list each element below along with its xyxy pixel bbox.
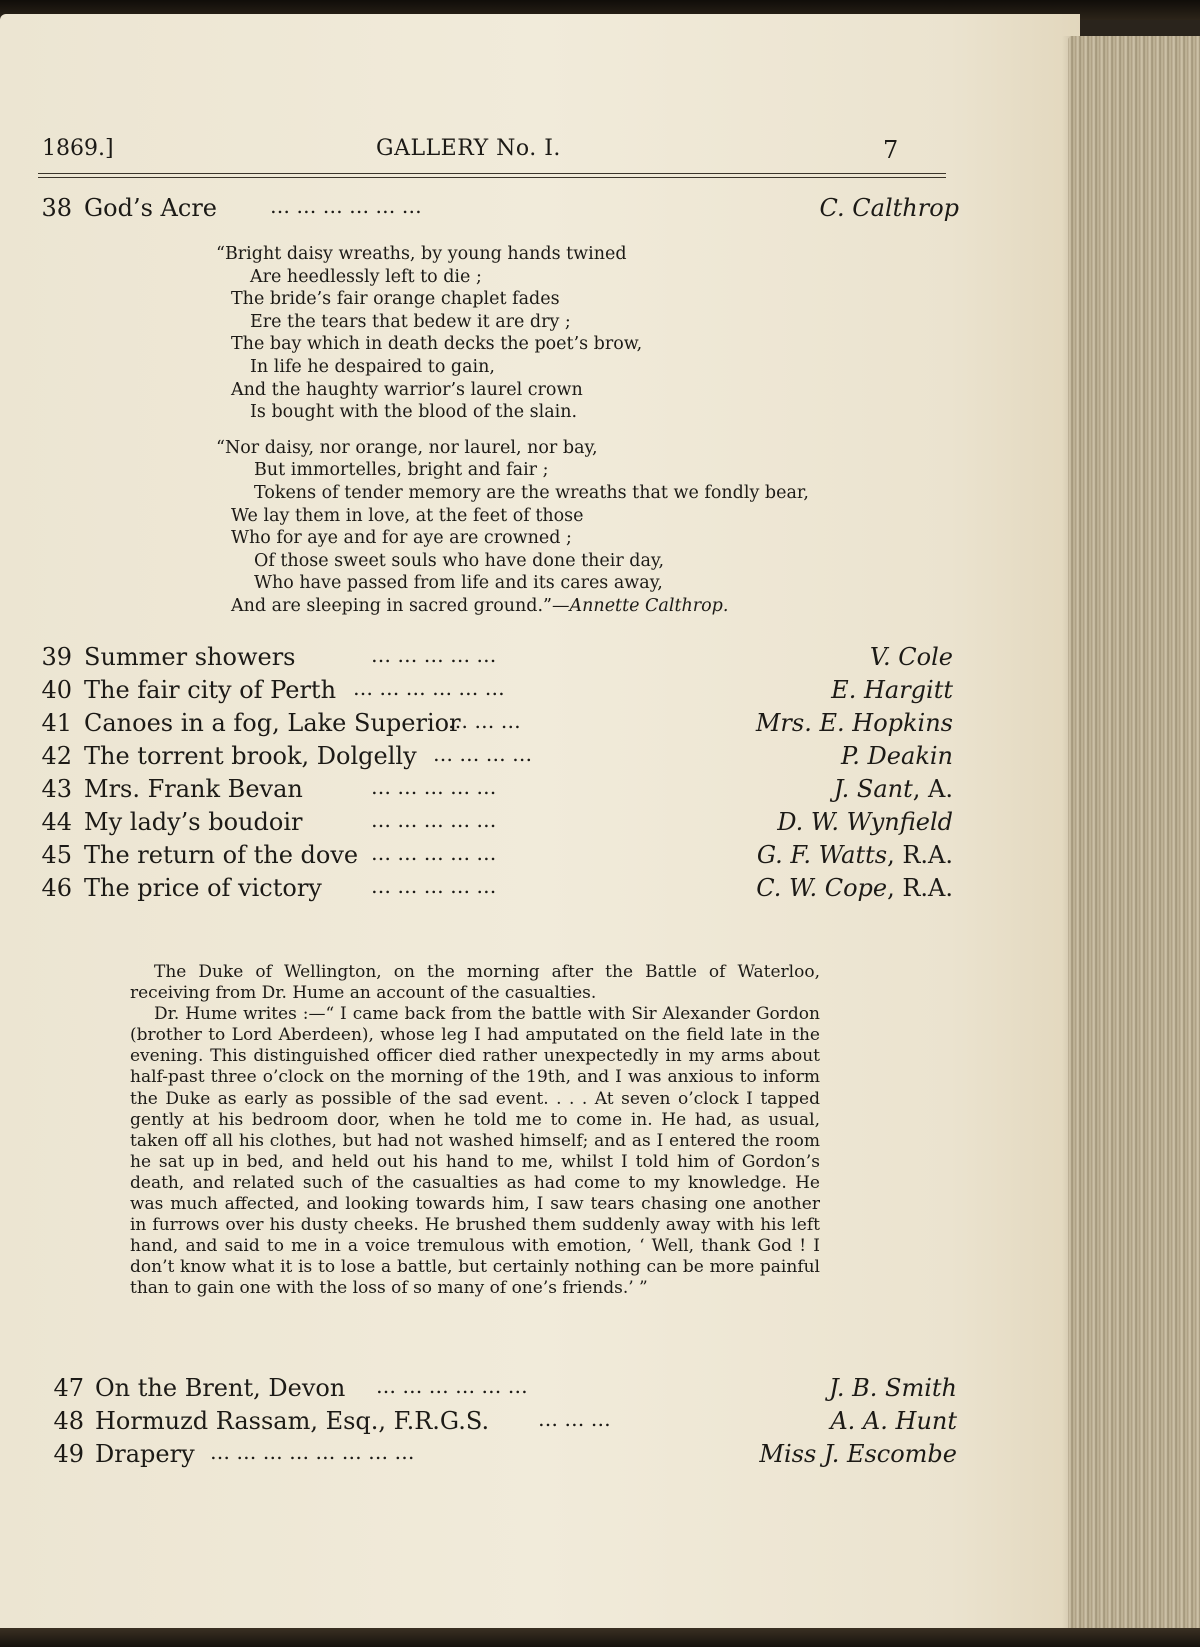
poem-line: Who for aye and for aye are crowned ;	[231, 528, 572, 549]
catalogue-entry	[38, 874, 953, 908]
entry-artist: C. Calthrop	[819, 194, 959, 222]
entry-title: My lady’s boudoir	[84, 808, 303, 836]
leader-dots: … … … … … …	[376, 1374, 528, 1398]
catalogue-entry	[38, 194, 959, 228]
poem-line: Who have passed from life and its cares away,	[254, 573, 663, 594]
catalogue-entry	[38, 643, 953, 677]
poem-line: Of those sweet souls who have done their day,	[254, 550, 665, 571]
entry-title: On the Brent, Devon	[95, 1374, 346, 1402]
entry-artist: V. Cole	[869, 643, 953, 671]
entry-artist: P. Deakin	[841, 742, 953, 770]
entry-number: 43	[41, 775, 72, 803]
poem-line: Are heedlessly left to die ;	[250, 266, 482, 287]
entry-title: Drapery	[95, 1440, 195, 1468]
catalogue-entry	[38, 1440, 957, 1474]
leader-dots: … … … … … … … …	[210, 1440, 415, 1464]
poem-line: Is bought with the blood of the slain.	[250, 402, 578, 423]
catalogue-entry	[38, 676, 953, 710]
entry-number: 46	[41, 874, 72, 902]
entry-title: God’s Acre	[84, 194, 218, 222]
catalogue-entry	[38, 1374, 957, 1408]
entry-number: 39	[41, 643, 72, 671]
entry-title: Canoes in a fog, Lake Superior	[84, 709, 461, 737]
poem-line: And are sleeping in sacred ground.”—Annette Calthrop.	[231, 595, 729, 616]
leader-dots: … … … … …	[371, 874, 497, 898]
leader-dots: … … … … …	[371, 643, 497, 667]
entry-artist: G. F. Watts, R.A.	[756, 841, 953, 869]
entry-artist: Mrs. E. Hopkins	[755, 709, 953, 737]
entry-title: The price of victory	[84, 874, 322, 902]
leader-dots: … … … … … …	[353, 676, 505, 700]
catalogue-entry	[38, 775, 953, 809]
page-number: 7	[883, 136, 899, 164]
entry-number: 48	[53, 1407, 84, 1435]
running-head-title: GALLERY No. I.	[376, 136, 561, 161]
entry-number: 38	[41, 194, 72, 222]
header-rule-1	[38, 173, 946, 174]
entry-artist: A. A. Hunt	[830, 1407, 957, 1435]
entry-artist: E. Hargitt	[831, 676, 953, 704]
entry-artist: D. W. Wynfield	[777, 808, 953, 836]
note-paragraph: The Duke of Wellington, on the morning after the Battle of Waterloo, receiving from Dr. Hume an account of the casualties.	[130, 962, 820, 1004]
poem-line: But immortelles, bright and fair ;	[254, 460, 549, 481]
entry-number: 40	[41, 676, 72, 704]
entry-artist: J. Sant, A.	[833, 775, 953, 803]
leader-dots: … … … …	[433, 742, 533, 766]
entry-title: Summer showers	[84, 643, 296, 671]
entry-number: 41	[41, 709, 72, 737]
poem-line: “Bright daisy wreaths, by young hands twined	[216, 244, 627, 264]
entry-artist: C. W. Cope, R.A.	[756, 874, 953, 902]
poem-line: The bride’s fair orange chaplet fades	[231, 289, 560, 310]
entry-title: The fair city of Perth	[84, 676, 337, 704]
entry-number: 47	[53, 1374, 84, 1402]
entry-artist: Miss J. Escombe	[759, 1440, 957, 1468]
entry-title: Mrs. Frank Bevan	[84, 775, 303, 803]
leader-dots: … … …	[448, 709, 521, 733]
leader-dots: … … … … …	[371, 841, 497, 865]
poem-attribution: —Annette Calthrop.	[552, 595, 729, 616]
poem	[216, 243, 809, 618]
poem-line: Tokens of tender memory are the wreaths that we fondly bear,	[254, 482, 809, 503]
catalogue-entry	[38, 742, 953, 776]
entry-number: 42	[41, 742, 72, 770]
entry-title: The return of the dove	[84, 841, 359, 869]
leader-dots: … … … … … …	[270, 194, 422, 218]
entry-number: 44	[41, 808, 72, 836]
poem-line: Ere the tears that bedew it are dry ;	[250, 311, 571, 332]
poem-line: “Nor daisy, nor orange, nor laurel, nor bay,	[216, 437, 598, 458]
poem-line: And the haughty warrior’s laurel crown	[231, 379, 583, 400]
entry-title: The torrent brook, Dolgelly	[84, 742, 417, 770]
entry-artist: J. B. Smith	[829, 1374, 957, 1402]
catalogue-entry	[38, 808, 953, 842]
running-head-year: 1869.]	[42, 136, 114, 161]
entry-title: Hormuzd Rassam, Esq., F.R.G.S.	[95, 1407, 490, 1435]
note-paragraph: Dr. Hume writes :—“ I came back from the battle with Sir Alexander Gordon (brother to Lord Aberdeen), whose leg I had amputated on the field late in the evening. This distinguished officer died rather unexpectedly in my arms about half-past three o’clock on the morning of the 19th, and I was anxious to inform the Duke as early as possible of the sad event. . . . At seven o’clock I tapped gently at his bedroom door, when he told me to come in. He had, as usual, taken off all his clothes, but had not washed himself; and as I entered the room he sat up in bed, and held out his hand to me, whilst I told him of Gordon’s death, and related such of the casualties as had come to my knowledge. He was much affected, and looking towards him, I saw tears chasing one another in furrows over his dusty cheeks. He brushed them suddenly away with his left hand, and said to me in a voice tremulous with emotion, ‘ Well, thank God ! I don’t know what it is to lose a battle, but certainly nothing can be more painful than to gain one with the loss of so many of one’s friends.’ ”	[130, 1004, 820, 1299]
catalogue-entry	[38, 841, 953, 875]
leader-dots: … … … … …	[371, 775, 497, 799]
book-bottom-edge	[0, 1628, 1200, 1647]
poem-line: We lay them in love, at the feet of those	[231, 505, 584, 526]
poem-line: In life he despaired to gain,	[250, 356, 495, 377]
header-rule-2	[38, 177, 946, 178]
catalogue-entry	[38, 709, 953, 743]
entry-number: 49	[53, 1440, 84, 1468]
leader-dots: … … …	[538, 1407, 611, 1431]
entry-note	[130, 962, 820, 1300]
leader-dots: … … … … …	[371, 808, 497, 832]
catalogue-entry	[38, 1407, 957, 1441]
entry-number: 45	[41, 841, 72, 869]
book-fore-edge	[1068, 36, 1200, 1636]
poem-line: The bay which in death decks the poet’s brow,	[231, 334, 643, 355]
